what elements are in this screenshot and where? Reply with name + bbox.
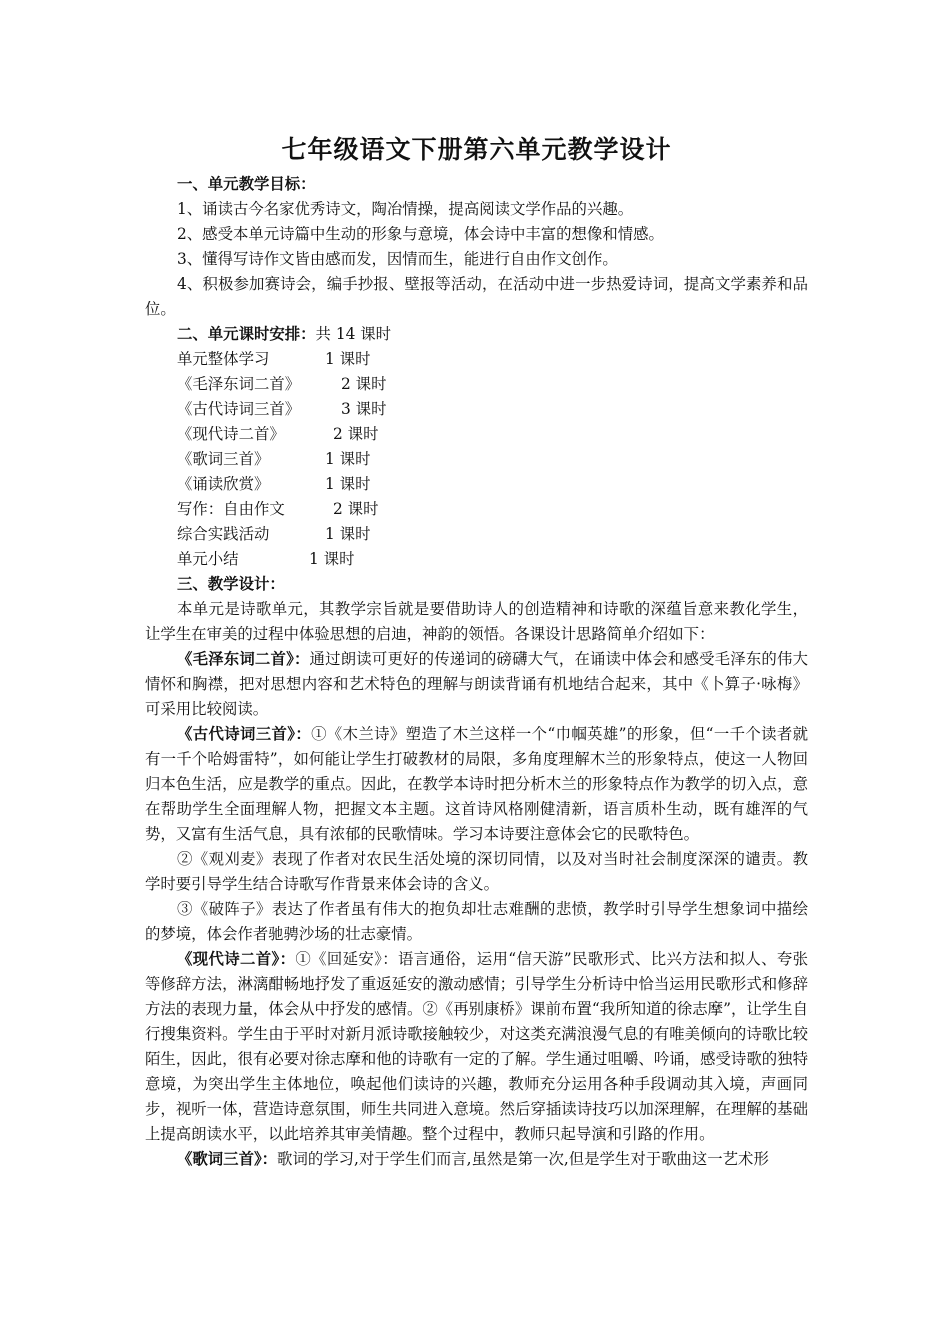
goal-1: 1、诵读古今名家优秀诗文，陶冶情操，提高阅读文学作品的兴趣。 <box>177 200 634 218</box>
section2-total: 共 14 课时 <box>315 325 392 343</box>
lesson-geci-label: 《歌词三首》： <box>177 1150 278 1168</box>
schedule-row <box>145 422 808 447</box>
schedule-hours: 2 课时 <box>341 375 387 393</box>
schedule-name: 《毛泽东词二首》 <box>177 375 301 393</box>
lesson-gudai-p2: ②《观刈麦》表现了作者对农民生活处境的深切同情，以及对当时社会制度深深的谴责。教学时要引导学生结合诗歌写作背景来体会诗的含义。 <box>145 850 808 893</box>
document-title: 七年级语文下册第六单元教学设计 <box>281 135 672 164</box>
schedule-hours: 1 课时 <box>325 525 371 543</box>
lesson-gudai-p3: ③《破阵子》表达了作者虽有伟大的抱负却壮志难酬的悲愤，教学时引导学生想象词中描绘的梦境，体会作者驰骋沙场的壮志豪情。 <box>145 900 808 943</box>
schedule-row <box>145 447 808 472</box>
schedule-name: 综合实践活动 <box>177 525 270 543</box>
schedule-name: 《现代诗二首》 <box>177 425 285 443</box>
schedule-name: 《诵读欣赏》 <box>177 475 270 493</box>
lesson-mao <box>145 647 808 722</box>
schedule-name: 《古代诗词三首》 <box>177 400 301 418</box>
schedule-row <box>145 547 808 572</box>
schedule-name: 《歌词三首》 <box>177 450 270 468</box>
goal-3: 3、懂得写诗作文皆由感而发，因情而生，能进行自由作文创作。 <box>177 250 618 268</box>
lesson-xiandai <box>145 947 808 1147</box>
schedule-name: 单元小结 <box>177 550 239 568</box>
schedule-row <box>145 522 808 547</box>
schedule-name: 写作：自由作文 <box>177 500 285 518</box>
section2-heading-line <box>145 322 808 347</box>
schedule-hours: 2 课时 <box>333 425 379 443</box>
goal-4: 4、积极参加赛诗会，编手抄报、壁报等活动，在活动中进一步热爱诗词，提高文学素养和品位。 <box>145 275 808 318</box>
schedule-row <box>145 347 808 372</box>
section3-intro: 本单元是诗歌单元，其教学宗旨就是要借助诗人的创造精神和诗歌的深蕴旨意来教化学生，让学生在审美的过程中体验思想的启迪，神韵的领悟。各课设计思路简单介绍如下： <box>145 600 808 643</box>
schedule-row <box>145 497 808 522</box>
lesson-gudai-text: ①《木兰诗》塑造了木兰这样一个“巾帼英雄”的形象，但“一千个读者就有一千个哈姆雷特”，如何能让学生打破教材的局限，多角度理解木兰的形象特点，使这一人物回归本色生活，应是教学的重点。因此，在教学本诗时把分析木兰的形象特点作为教学的切入点，意在帮助学生全面理解人物，把握文本主题。这首诗风格刚健清新，语言质朴生动，既有雄浑的气势，又富有生活气息，具有浓郁的民歌情味。学习本诗要注意体会它的民歌特色。 <box>145 725 808 843</box>
schedule-row <box>145 472 808 497</box>
section3-heading: 三、教学设计： <box>177 575 285 593</box>
schedule-hours: 3 课时 <box>341 400 387 418</box>
lesson-xiandai-text: ①《回延安》：语言通俗，运用“信天游”民歌形式、比兴方法和拟人、夸张等修辞方法，淋漓酣畅地抒发了重返延安的激动感情；引导学生分析诗中恰当运用民歌形式和修辞方法的表现力量，体会从中抒发的感情。②《再别康桥》课前布置“我所知道的徐志摩”，让学生自行搜集资料。学生由于平时对新月派诗歌接触较少，对这类充满浪漫气息的有唯美倾向的诗歌比较陌生，因此，很有必要对徐志摩和他的诗歌有一定的了解。学生通过咀嚼、吟诵，感受诗歌的独特意境，为突出学生主体地位，唤起他们读诗的兴趣，教师充分运用各种手段调动其入境，声画同步，视听一体，营造诗意氛围，师生共同进入意境。然后穿插读诗技巧以加深理解，在理解的基础上提高朗读水平，以此培养其审美情趣。整个过程中，教师只起导演和引路的作用。 <box>145 950 808 1143</box>
section2-heading: 二、单元课时安排： <box>177 325 316 343</box>
schedule-hours: 1 课时 <box>309 550 355 568</box>
schedule-row <box>145 372 808 397</box>
lesson-mao-label: 《毛泽东词二首》： <box>177 650 310 668</box>
lesson-gudai <box>145 722 808 847</box>
document-page <box>145 130 808 1172</box>
lesson-gudai-label: 《古代诗词三首》： <box>177 725 312 743</box>
schedule-hours: 1 课时 <box>325 475 371 493</box>
lesson-mao-text: 通过朗读可更好的传递词的磅礴大气，在诵读中体会和感受毛泽东的伟大情怀和胸襟，把对思想内容和艺术特色的理解与朗读背诵有机地结合起来，其中《卜算子·咏梅》可采用比较阅读。 <box>145 650 808 718</box>
lesson-xiandai-label: 《现代诗二首》： <box>177 950 296 968</box>
schedule-hours: 2 课时 <box>333 500 379 518</box>
goal-2: 2、感受本单元诗篇中生动的形象与意境，体会诗中丰富的想像和情感。 <box>177 225 664 243</box>
schedule-row <box>145 397 808 422</box>
section1-heading: 一、单元教学目标： <box>177 175 316 193</box>
lesson-geci-text: 歌词的学习,对于学生们而言,虽然是第一次,但是学生对于歌曲这一艺术形 <box>277 1150 769 1168</box>
schedule-hours: 1 课时 <box>325 350 371 368</box>
schedule-hours: 1 课时 <box>325 450 371 468</box>
schedule-name: 单元整体学习 <box>177 350 270 368</box>
lesson-geci <box>145 1147 808 1172</box>
